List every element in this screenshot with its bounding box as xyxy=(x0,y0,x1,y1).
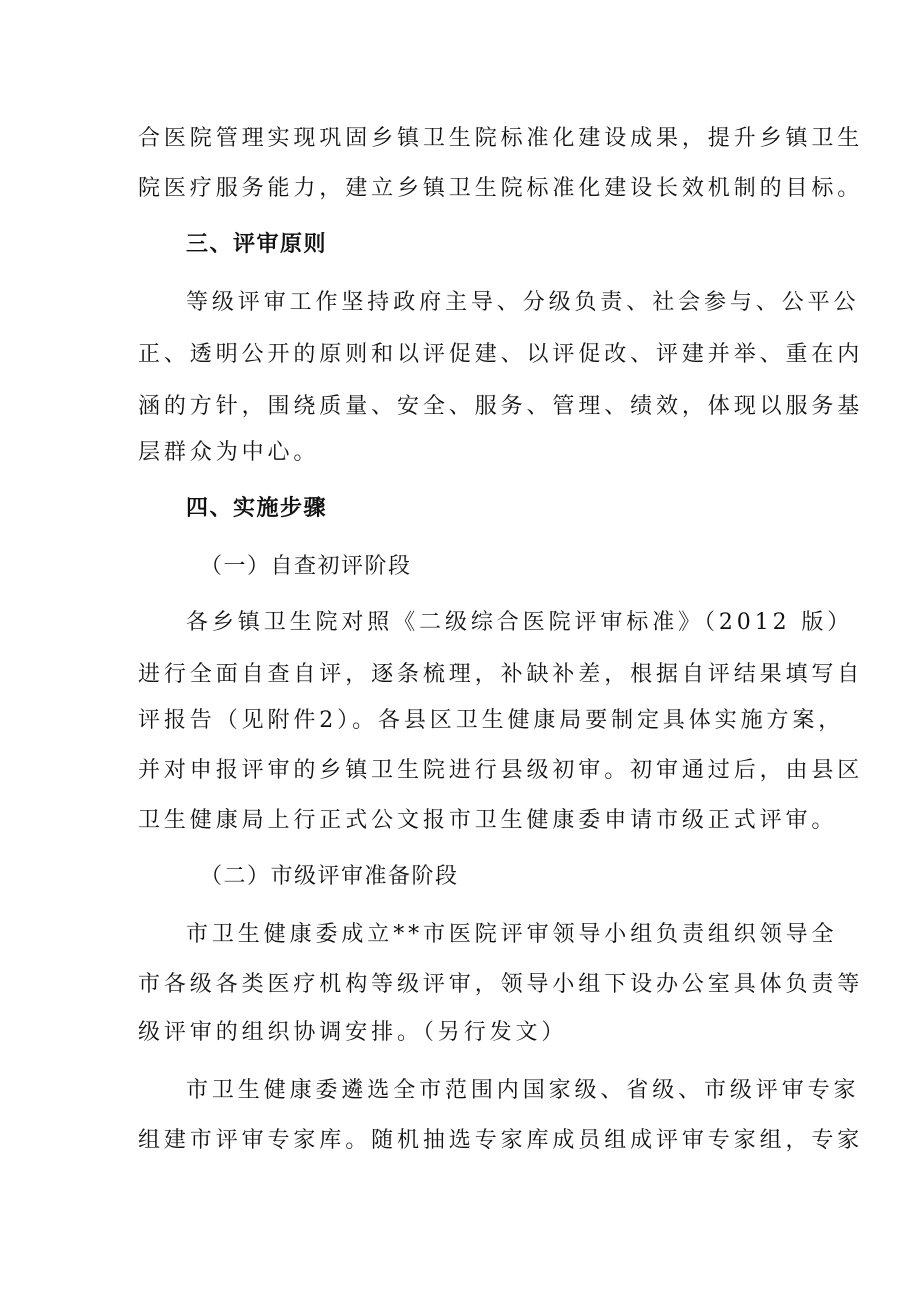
subsection-heading: （一）自查初评阶段 xyxy=(200,554,412,579)
paragraph-line: 院医疗服务能力，建立乡镇卫生院标准化建设长效机制的目标。 xyxy=(138,176,864,201)
section-heading: 四、实施步骤 xyxy=(186,496,328,521)
paragraph-line: 并对申报评审的乡镇卫生院进行县级初审。初审通过后，由县区 xyxy=(138,758,864,783)
paragraph-line: 等级评审工作坚持政府主导、分级负责、社会参与、公平公 xyxy=(186,290,860,315)
subsection-heading: （二）市级评审准备阶段 xyxy=(200,864,459,889)
paragraph-line: 组建市评审专家库。随机抽选专家库成员组成评审专家组，专家 xyxy=(138,1128,864,1153)
paragraph-line: 层群众为中心。 xyxy=(138,440,320,465)
section-heading: 三、评审原则 xyxy=(186,232,328,257)
paragraph-line: 卫生健康局上行正式公文报市卫生健康委申请市级正式评审。 xyxy=(138,808,838,833)
paragraph-line: 正、透明公开的原则和以评促建、以评促改、评建并举、重在内 xyxy=(138,342,864,367)
paragraph-line: 进行全面自查自评，逐条梳理，补缺补差，根据自评结果填写自 xyxy=(138,662,864,687)
paragraph-line: 市卫生健康委成立**市医院评审领导小组负责组织领导全 xyxy=(186,922,838,947)
paragraph-line: 市卫生健康委遴选全市范围内国家级、省级、市级评审专家 xyxy=(186,1078,860,1103)
paragraph-line: 市各级各类医疗机构等级评审，领导小组下设办公室具体负责等 xyxy=(138,972,864,997)
paragraph-line: 级评审的组织协调安排。（另行发文） xyxy=(138,1020,568,1045)
paragraph-line: 合医院管理实现巩固乡镇卫生院标准化建设成果，提升乡镇卫生 xyxy=(138,126,864,151)
paragraph-line: 各乡镇卫生院对照《二级综合医院评审标准》（2012 版） xyxy=(186,610,854,635)
paragraph-line: 评报告（见附件2）。各县区卫生健康局要制定具体实施方案， xyxy=(138,708,845,733)
paragraph-line: 涵的方针，围绕质量、安全、服务、管理、绩效，体现以服务基 xyxy=(138,394,864,419)
